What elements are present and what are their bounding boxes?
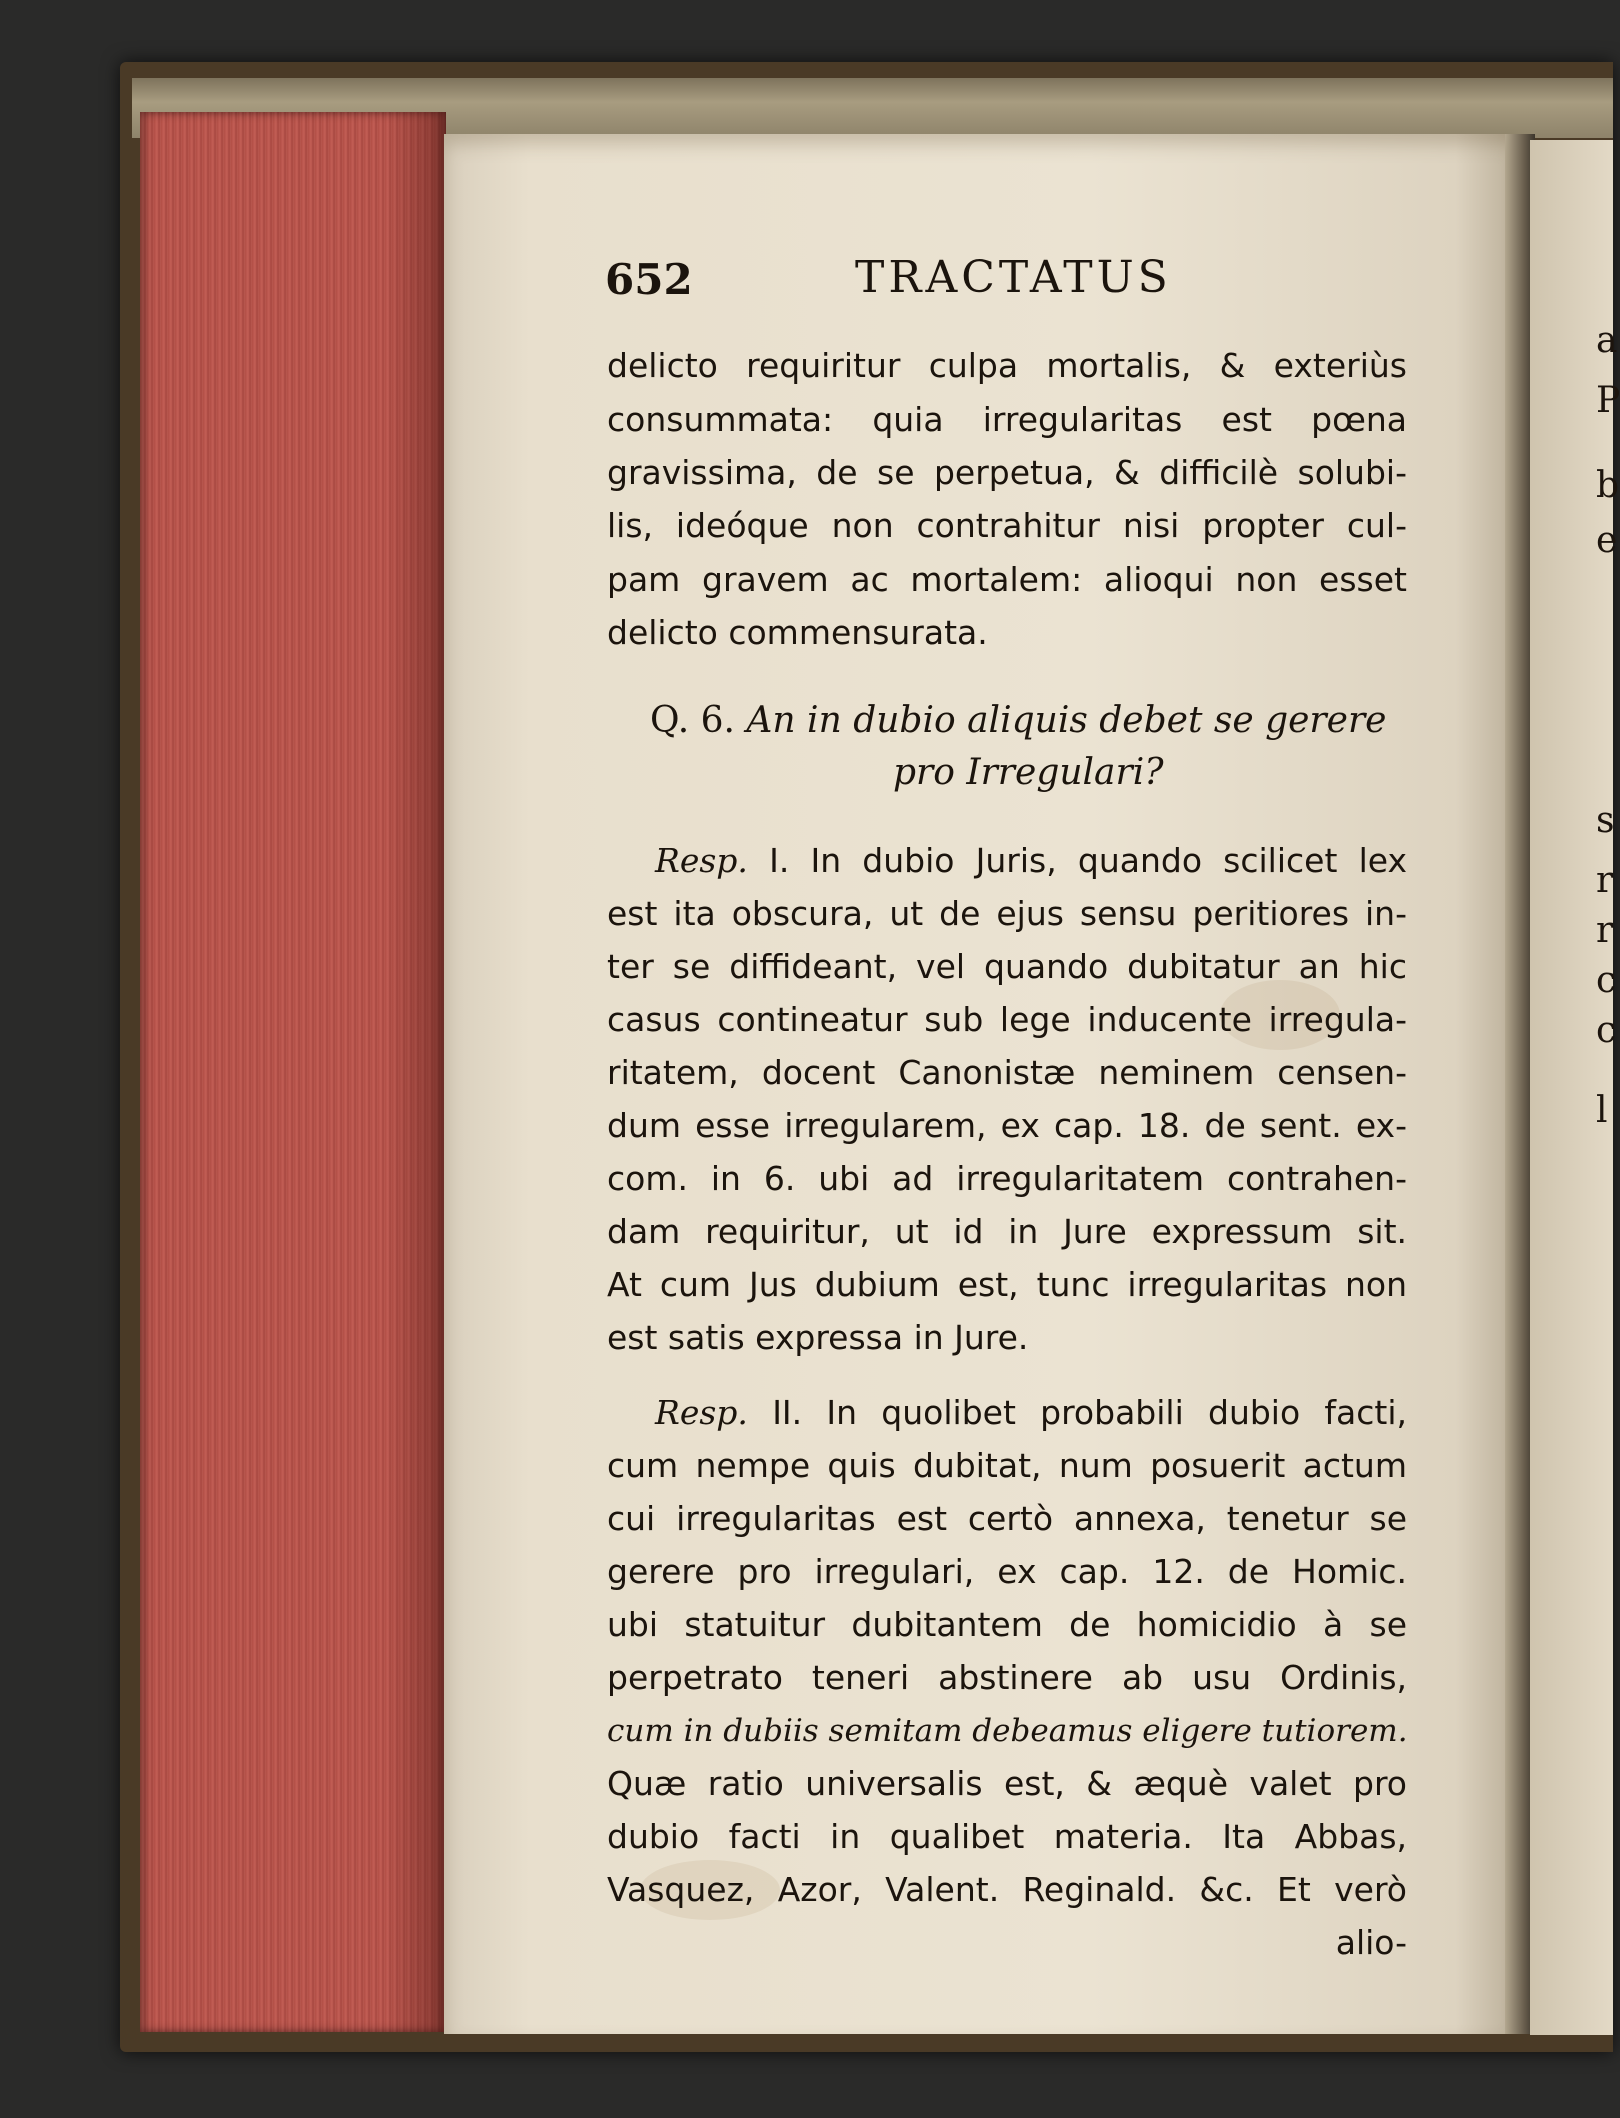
right-page-letter: l: [1596, 1090, 1608, 1131]
red-page-edges: [140, 112, 446, 2032]
text-line: Vasquez, Azor, Valent. Reginald. &c. Et verò: [607, 1870, 1407, 1909]
right-page-letter: c: [1596, 1010, 1617, 1051]
text-line: pam gravem ac mortalem: alioqui non esset: [607, 560, 1407, 599]
text-line: gravissima, de se perpetua, & difficilè solubi-: [607, 453, 1407, 492]
text-line: perpetrato teneri abstinere ab usu Ordinis,: [607, 1658, 1407, 1697]
running-head: TRACTATUS: [855, 252, 1172, 303]
right-page-letter: P: [1596, 380, 1620, 421]
text-line: ubi statuitur dubitantem de homicidio à se: [607, 1605, 1407, 1644]
text-line: casus contineatur sub lege inducente irregula-: [607, 1000, 1407, 1039]
text-line: est ita obscura, ut de ejus sensu peritiores in-: [607, 894, 1407, 933]
resp-text: II. In quolibet probabili dubio facti,: [772, 1393, 1407, 1432]
text-line: ritatem, docent Canonistæ neminem censen-: [607, 1053, 1407, 1092]
text-line: lis, ideóque non contrahitur nisi propter cul-: [607, 506, 1407, 545]
text-line-italic: cum in dubiis semitam debeamus eligere tutiorem.: [607, 1713, 1408, 1749]
text-line: At cum Jus dubium est, tunc irregularitas non: [607, 1265, 1407, 1304]
text-line: cum nempe quis dubitat, num posuerit actum: [607, 1446, 1407, 1485]
resp-first-line: [655, 838, 1407, 884]
question-label: Q. 6.: [650, 700, 735, 741]
resp-label: Resp.: [655, 1393, 748, 1432]
catchword: alio-: [1335, 1923, 1407, 1962]
question-heading: [650, 700, 1386, 741]
text-line: dam requiritur, ut id in Jure expressum sit.: [607, 1212, 1407, 1251]
text-line: est satis expressa in Jure.: [607, 1318, 1029, 1357]
text-line: ter se diffideant, vel quando dubitatur an hic: [607, 947, 1407, 986]
text-line: delicto requiritur culpa mortalis, & exteriùs: [607, 346, 1407, 385]
right-page-letter: c: [1596, 960, 1617, 1001]
text-line: com. in 6. ubi ad irregularitatem contrahen-: [607, 1159, 1407, 1198]
right-page-letter: r: [1596, 860, 1614, 901]
right-page-letter: a: [1596, 320, 1618, 361]
text-line: Quæ ratio universalis est, & æquè valet pro: [607, 1764, 1407, 1803]
page-number: 652: [605, 255, 693, 304]
resp-label: Resp.: [655, 841, 748, 880]
right-page-letter: r: [1596, 910, 1614, 951]
text-line: delicto commensurata.: [607, 613, 988, 652]
resp-text: I. In dubio Juris, quando scilicet lex: [769, 841, 1407, 880]
text-line: dubio facti in qualibet materia. Ita Abbas,: [607, 1817, 1407, 1856]
right-page-edge: [1530, 140, 1613, 2035]
text-line: consummata: quia irregularitas est pœna: [607, 400, 1407, 439]
right-page-letter: b: [1596, 465, 1620, 506]
text-line: gerere pro irregulari, ex cap. 12. de Homic.: [607, 1552, 1407, 1591]
text-line: dum esse irregularem, ex cap. 18. de sent. ex-: [607, 1106, 1407, 1145]
right-page-letter: s: [1596, 800, 1615, 841]
resp-first-line: [655, 1390, 1407, 1436]
question-text-2: pro Irregulari?: [893, 752, 1164, 793]
question-text-1: An in dubio aliquis debet se gerere: [746, 700, 1387, 741]
text-line: cui irregularitas est certò annexa, tenetur se: [607, 1499, 1407, 1538]
right-page-letter: e: [1596, 520, 1618, 561]
